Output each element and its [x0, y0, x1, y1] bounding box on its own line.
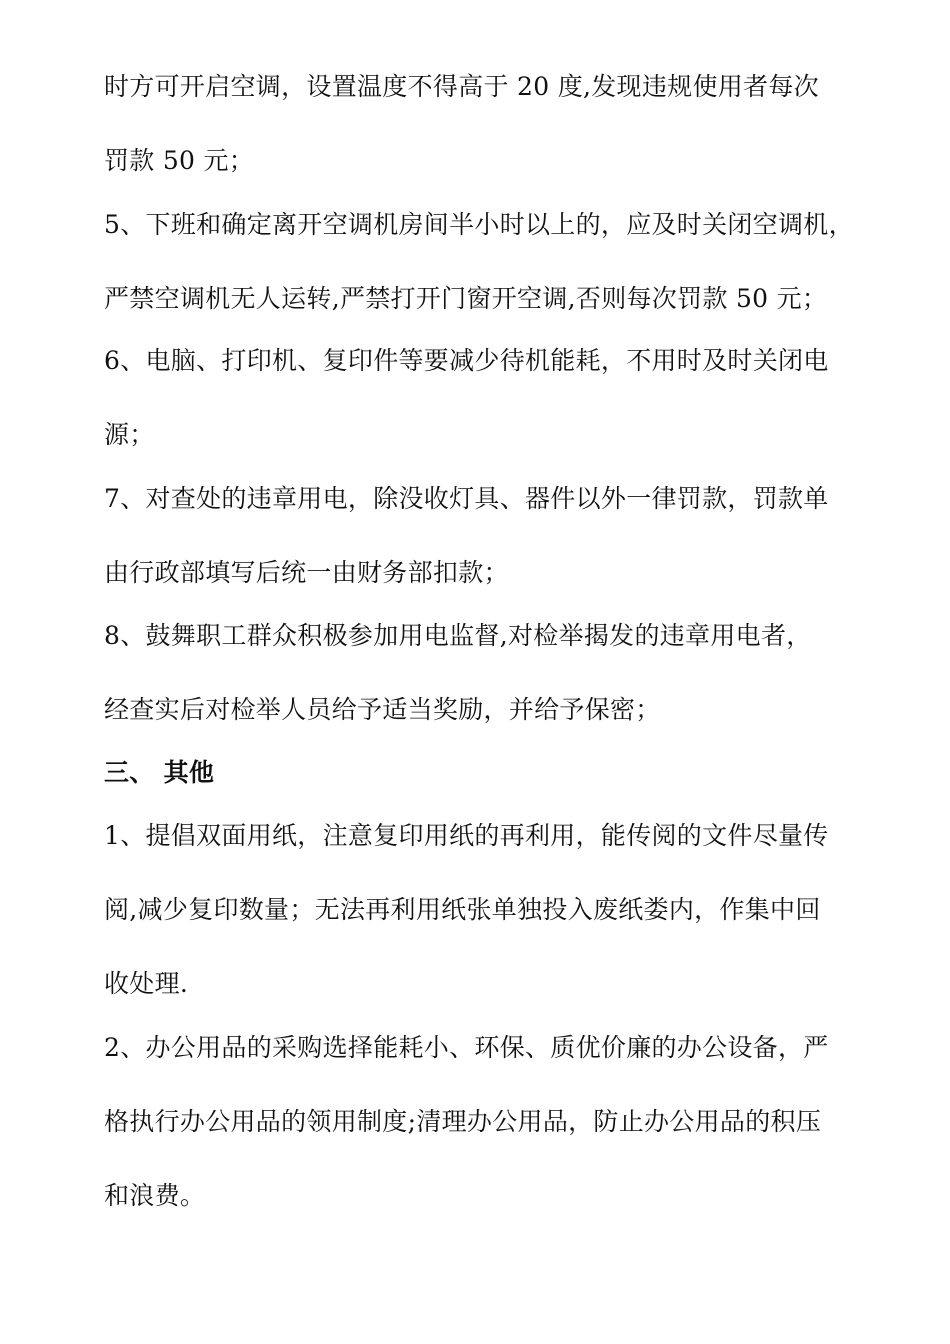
- text-line-3: 5、下班和确定离开空调机房间半小时以上的，应及时关闭空调机，: [104, 210, 854, 239]
- text-line-8: 由行政部填写后统一由财务部扣款；: [104, 558, 509, 587]
- text-line-1: 时方可开启空调，设置温度不得高于 20 度,发现违规使用者每次: [104, 72, 819, 101]
- text-line-17: 和浪费。: [104, 1181, 206, 1210]
- text-line-5: 6、电脑、打印机、复印件等要减少待机能耗，不用时及时关闭电: [104, 346, 829, 375]
- text-line-12: 1、提倡双面用纸，注意复印用纸的再利用，能传阅的文件尽量传: [104, 821, 829, 850]
- text-line-10: 经查实后对检举人员给予适当奖励，并给予保密；: [104, 695, 661, 724]
- text-line-6: 源；: [104, 420, 155, 449]
- section-heading: 三、 其他: [104, 758, 215, 787]
- text-line-13: 阅,减少复印数量；无法再利用纸张单独投入废纸娄内，作集中回: [104, 895, 821, 924]
- text-line-16: 格执行办公用品的领用制度;清理办公用品，防止办公用品的积压: [104, 1107, 822, 1136]
- text-line-7: 7、对查处的违章用电，除没收灯具、器件以外一律罚款，罚款单: [104, 484, 829, 513]
- text-line-15: 2、办公用品的采购选择能耗小、环保、质优价廉的办公设备，严: [104, 1033, 829, 1062]
- text-line-4: 严禁空调机无人运转,严禁打开门窗开空调,否则每次罚款 50 元；: [104, 284, 828, 313]
- text-line-2: 罚款 50 元；: [104, 146, 255, 175]
- text-line-9: 8、鼓舞职工群众积极参加用电监督,对检举揭发的违章用电者，: [104, 621, 812, 650]
- text-line-14: 收处理.: [104, 969, 189, 998]
